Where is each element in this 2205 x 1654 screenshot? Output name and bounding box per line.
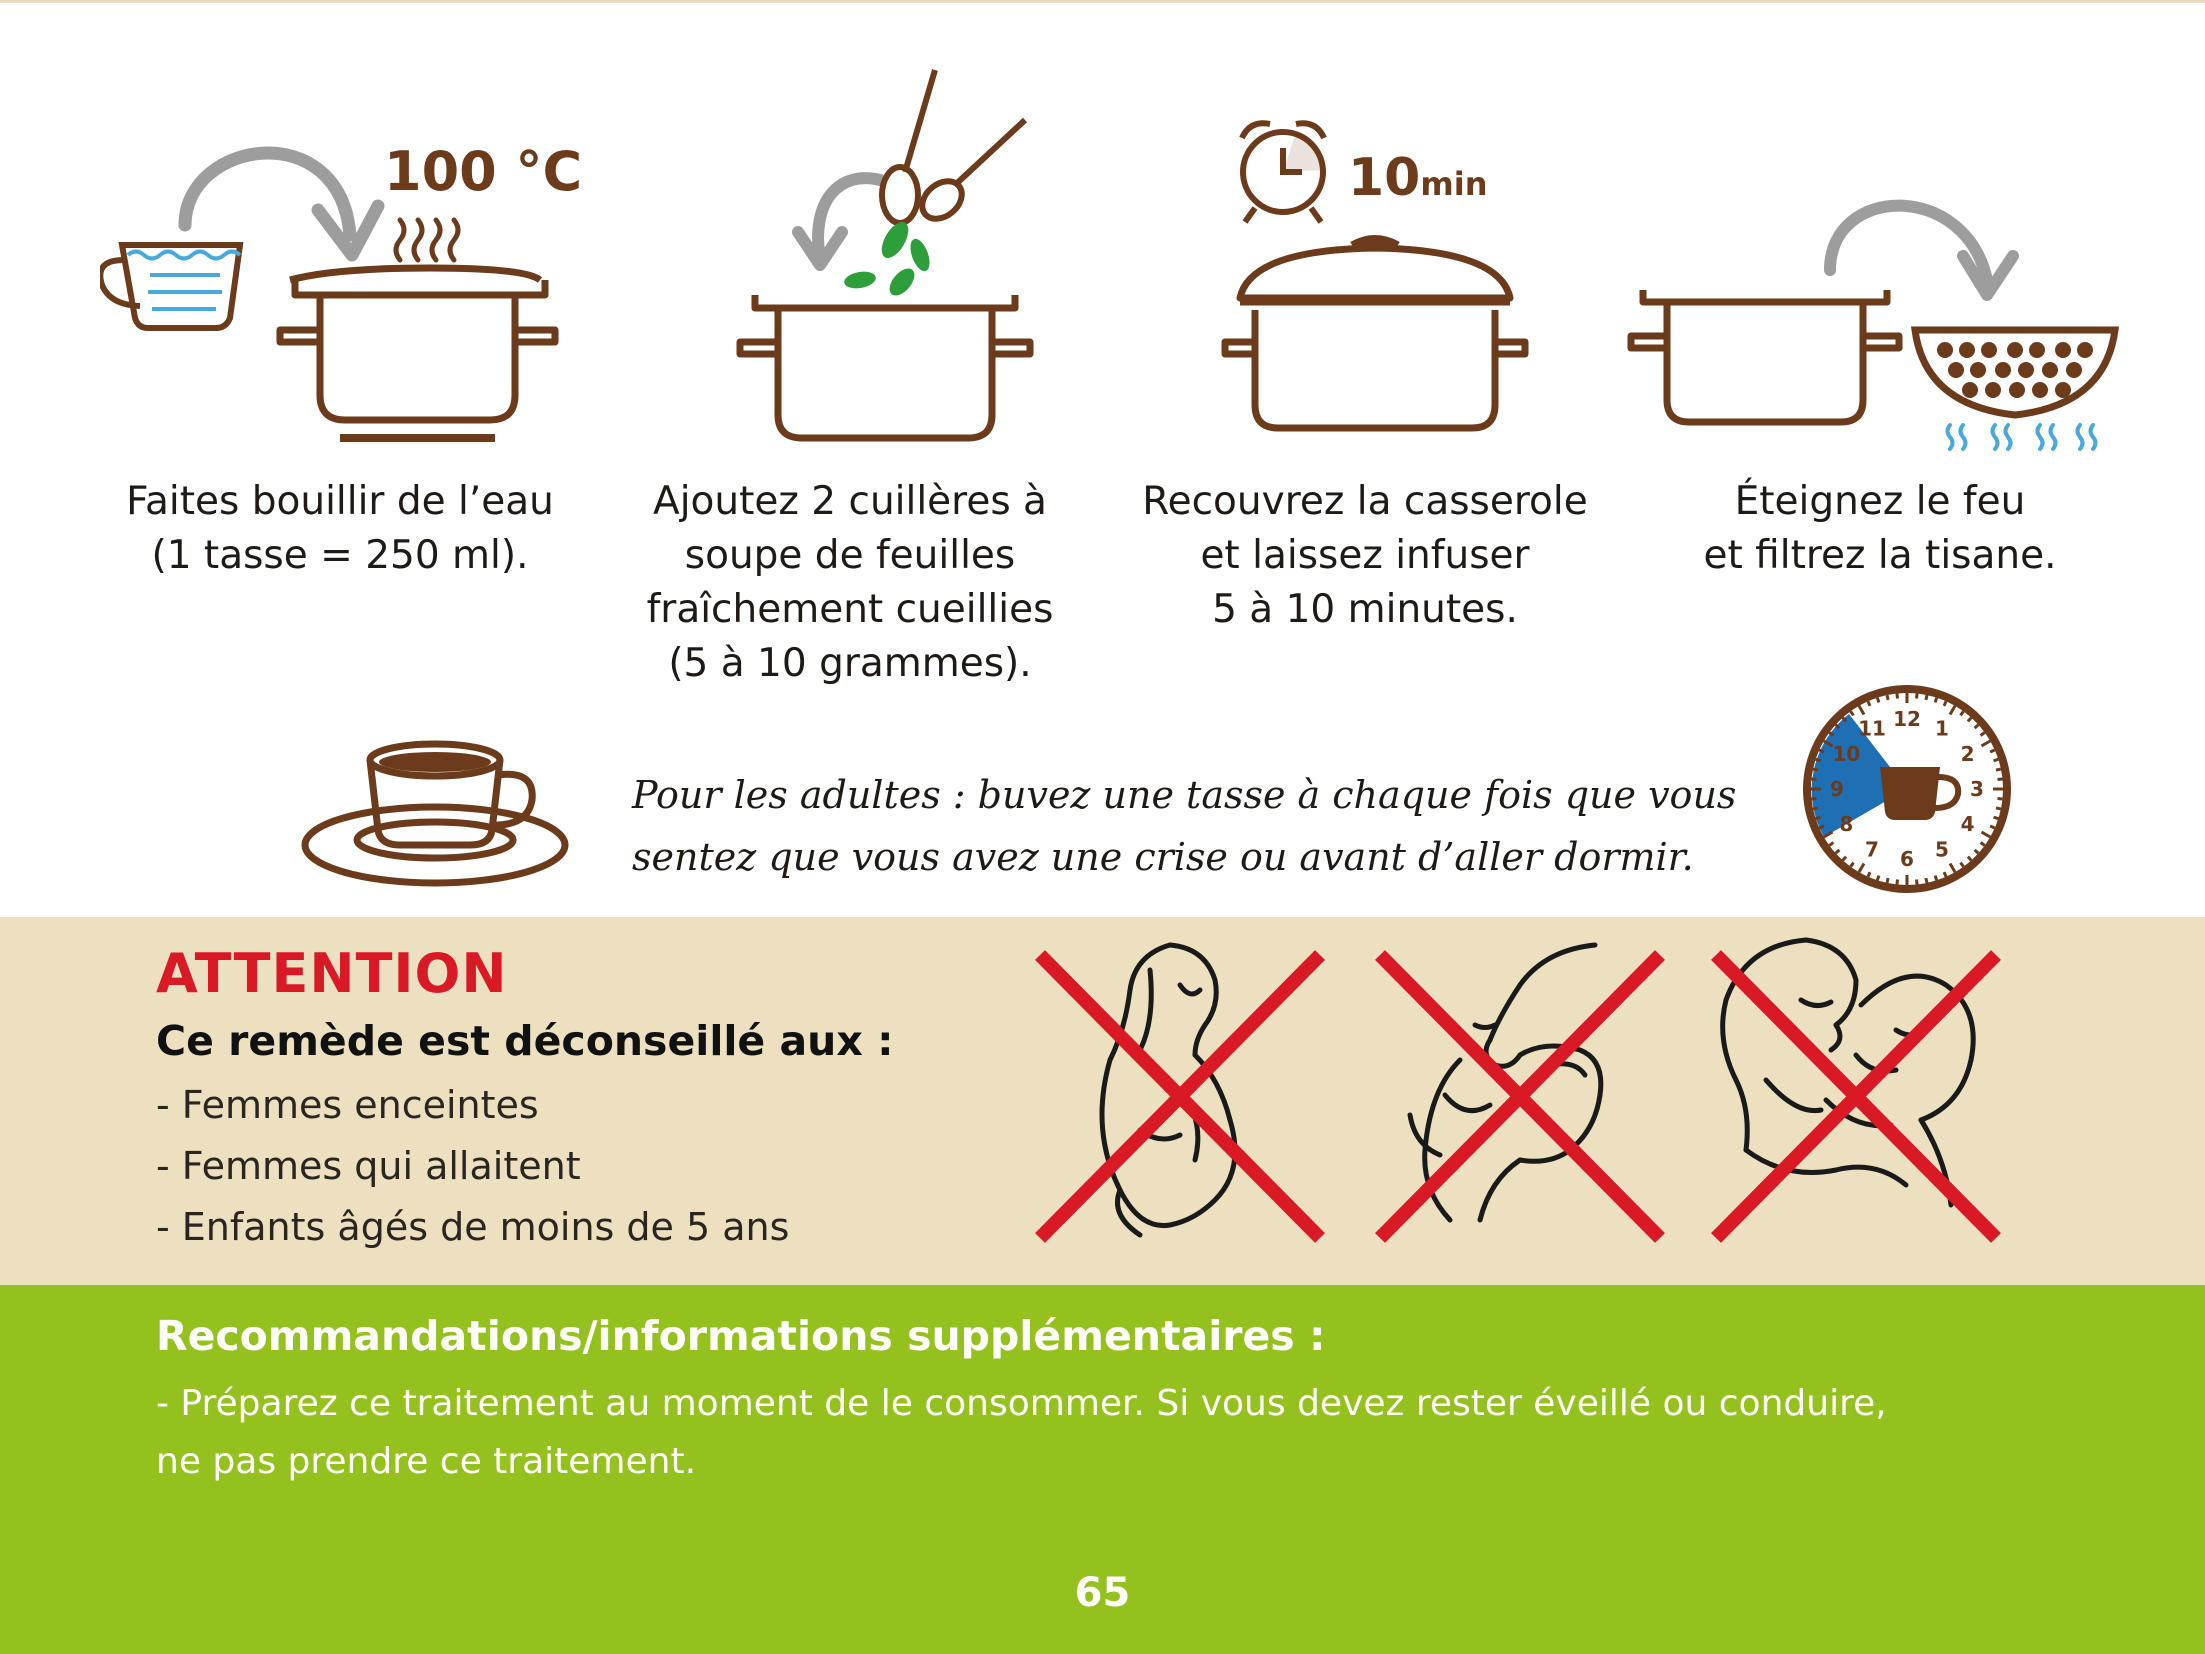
clock-tick [1877, 876, 1879, 881]
child-forbidden-icon [1706, 930, 2006, 1254]
clock-tick [1998, 799, 2003, 800]
clock-tick [1819, 750, 1824, 752]
breastfeeding-forbidden-icon [1370, 930, 1670, 1254]
clock-tick [1994, 759, 1999, 761]
clock-tick [1813, 769, 1818, 770]
clock-tick [1868, 872, 1870, 877]
clock-number: 12 [1893, 707, 1921, 731]
clock-tick [1944, 701, 1946, 706]
clock-tick [1816, 759, 1821, 761]
clock-tick [1996, 769, 2001, 770]
clock-number: 4 [1960, 812, 1975, 836]
clock-tick [1926, 695, 1927, 700]
clock-tick [1998, 779, 2003, 780]
dosage-instruction: Pour les adultes : buvez une tasse à chaque fois que vous sentez que vous avez une crise ou avant d’aller dormir. [632, 773, 1737, 879]
clock-tick [1990, 826, 1995, 828]
clock-number: 6 [1900, 847, 1914, 871]
clock-tick [1877, 698, 1879, 703]
attention-subtitle: Ce remède est déconseillé aux : [156, 1017, 894, 1065]
dosage-clock-icon [1800, 682, 2014, 900]
step-4-text: Éteignez le feu et filtrez la tisane. [1703, 479, 2057, 578]
clock-tick [1897, 694, 1898, 699]
attention-title: ATTENTION [156, 942, 508, 1005]
clock-tick [1935, 876, 1937, 881]
spoons-icon [882, 70, 1025, 226]
clock-tick [1996, 808, 2001, 809]
step-3-duration [1348, 148, 1487, 208]
clock-tick [1816, 817, 1821, 819]
clock-number: 10 [1832, 742, 1861, 766]
steam-icon [396, 220, 458, 260]
clock-number: 11 [1858, 716, 1886, 741]
clock-tick [1990, 750, 1995, 752]
step-2-text: Ajoutez 2 cuillères à soupe de feuilles fraîchement cueillies (5 à 10 grammes). [646, 479, 1054, 686]
clock-tick [1812, 799, 1817, 800]
pot-icon [1631, 290, 1899, 422]
list-item: - Enfants âgés de moins de 5 ans [156, 1205, 790, 1249]
clock-tick [1887, 878, 1888, 883]
clock-tick [1917, 880, 1918, 885]
clock-number: 9 [1830, 777, 1844, 801]
clock-tick [1812, 779, 1817, 780]
clock-tick [1813, 808, 1818, 809]
clock-number: 2 [1960, 742, 1975, 766]
clock-tick [1994, 817, 1999, 819]
clock-tick [1944, 872, 1946, 877]
tea-cup-icon [300, 720, 570, 894]
pot-icon [740, 295, 1030, 438]
arrow-icon [1830, 206, 1987, 280]
clock-tick [1868, 701, 1870, 706]
recommendations-title: Recommandations/informations supplémentaires : [156, 1312, 1326, 1360]
clock-tick [1926, 878, 1927, 883]
attention-list [156, 1075, 789, 1258]
clock-number: 8 [1839, 812, 1854, 836]
clock-tick [1897, 880, 1898, 885]
step-1-temperature: 100 °C [384, 140, 583, 203]
pregnant-woman-forbidden-icon [1030, 930, 1330, 1254]
clock-tick [1935, 698, 1937, 703]
clock-number: 1 [1935, 716, 1949, 741]
duration-unit: min [1420, 165, 1488, 203]
pot-icon [280, 268, 555, 438]
clock-number: 5 [1935, 837, 1949, 862]
list-item: - Femmes enceintes [156, 1083, 539, 1127]
step-3-text: Recouvrez la casserole et laissez infuser 5 à 10 minutes. [1142, 479, 1588, 632]
clock-number: 3 [1970, 777, 1984, 801]
clock-tick [1917, 694, 1918, 699]
list-item: - Femmes qui allaitent [156, 1144, 581, 1188]
clock-tick [1887, 695, 1888, 700]
leaves-icon [843, 218, 933, 300]
page-number: 65 [1074, 1570, 1131, 1616]
top-rule [0, 0, 2205, 3]
strainer-icon [1915, 330, 2115, 449]
covered-pot-icon [1225, 239, 1525, 429]
step-4-illustration [1625, 190, 2125, 474]
alarm-clock-icon [1242, 123, 1324, 222]
step-1-text: Faites bouillir de l’eau (1 tasse = 250 ml). [126, 479, 554, 578]
clock-number: 7 [1865, 837, 1879, 862]
recommendations-text: - Préparez ce traitement au moment de le consommer. Si vous devez rester éveillé ou conduire, ne pas prendre ce traitement. [156, 1383, 1887, 1482]
duration-value: 10 [1348, 148, 1421, 208]
water-cup-icon [100, 245, 240, 328]
clock-tick [1819, 826, 1824, 828]
step-2-illustration [730, 60, 1050, 464]
